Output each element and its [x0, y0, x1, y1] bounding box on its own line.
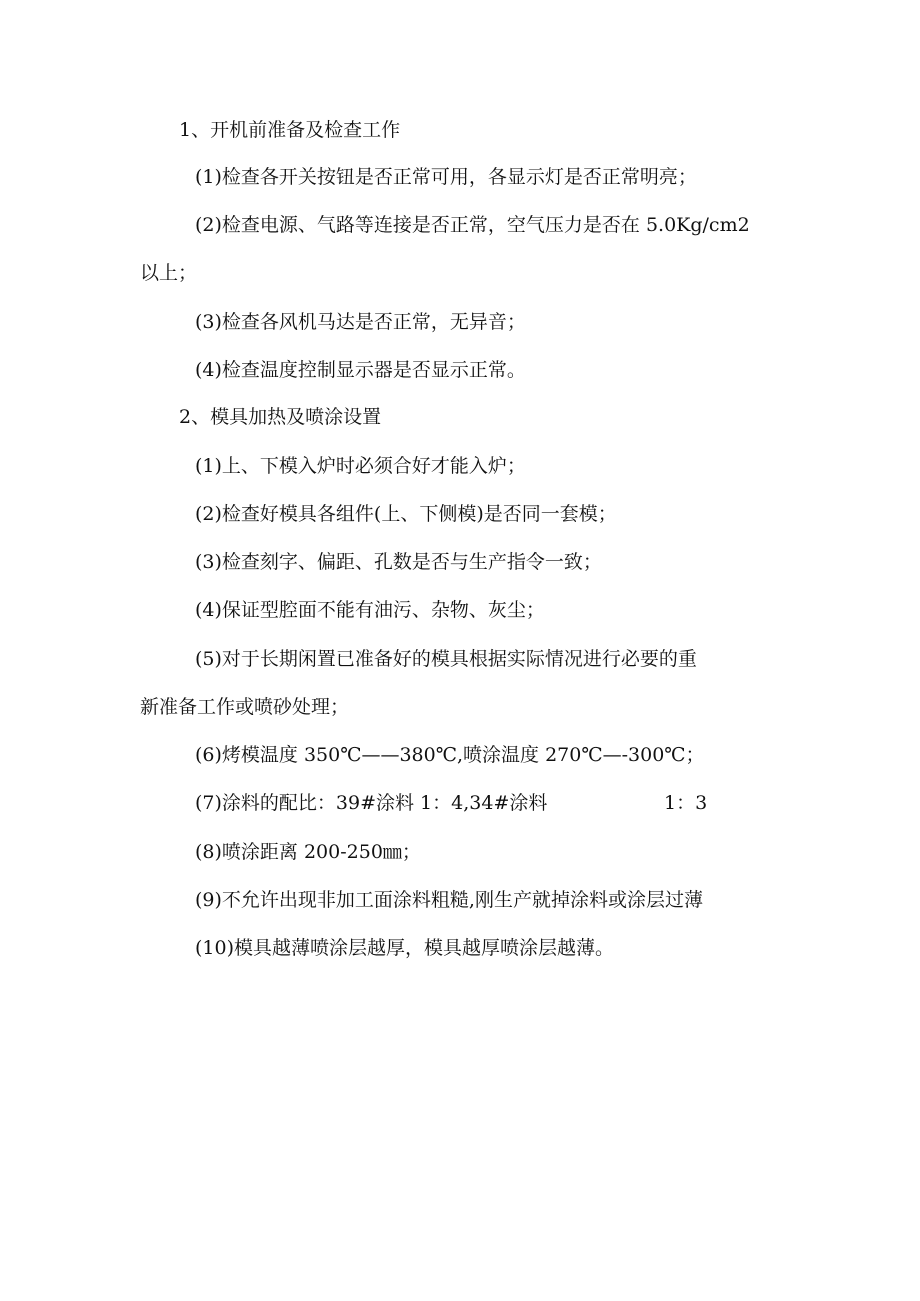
section-2-heading: 2、模具加热及喷涂设置 — [179, 406, 382, 428]
section-1-item-1: (1)检查各开关按钮是否正常可用，各显示灯是否正常明亮； — [195, 166, 697, 188]
section-2-item-10: (10)模具越薄喷涂层越厚，模具越厚喷涂层越薄。 — [195, 937, 615, 959]
section-1-item-4: (4)检查温度控制显示器是否显示正常。 — [195, 359, 526, 381]
section-1-item-2: (2)检查电源、气路等连接是否正常，空气压力是否在 5.0Kg/cm2 — [195, 214, 750, 236]
section-2-item-9: (9)不允许出现非加工面涂料粗糙,刚生产就掉涂料或涂层过薄 — [195, 889, 703, 911]
section-2-item-8: (8)喷涂距离 200-250㎜； — [195, 841, 421, 863]
section-1-heading: 1、开机前准备及检查工作 — [179, 119, 401, 141]
section-2-item-2: (2)检查好模具各组件(上、下侧模)是否同一套模； — [195, 503, 617, 525]
section-1-item-3: (3)检查各风机马达是否正常，无异音； — [195, 311, 526, 333]
section-2-item-7: (7)涂料的配比：39#涂料 1：4,34#涂料 — [195, 792, 548, 814]
section-2-item-3: (3)检查刻字、偏距、孔数是否与生产指令一致； — [195, 551, 602, 573]
section-2-item-5-continuation: 新准备工作或喷砂处理； — [140, 696, 350, 718]
section-1-item-2-continuation: 以上； — [140, 262, 198, 284]
section-2-item-7-ratio: 1：3 — [664, 792, 708, 814]
section-2-item-1: (1)上、下模入炉时必须合好才能入炉； — [195, 455, 526, 477]
section-2-item-4: (4)保证型腔面不能有油污、杂物、灰尘； — [195, 599, 545, 621]
section-2-item-5: (5)对于长期闲置已准备好的模具根据实际情况进行必要的重 — [195, 648, 697, 670]
section-2-item-6: (6)烤模温度 350℃——380℃,喷涂温度 270℃—-300℃； — [195, 744, 705, 766]
